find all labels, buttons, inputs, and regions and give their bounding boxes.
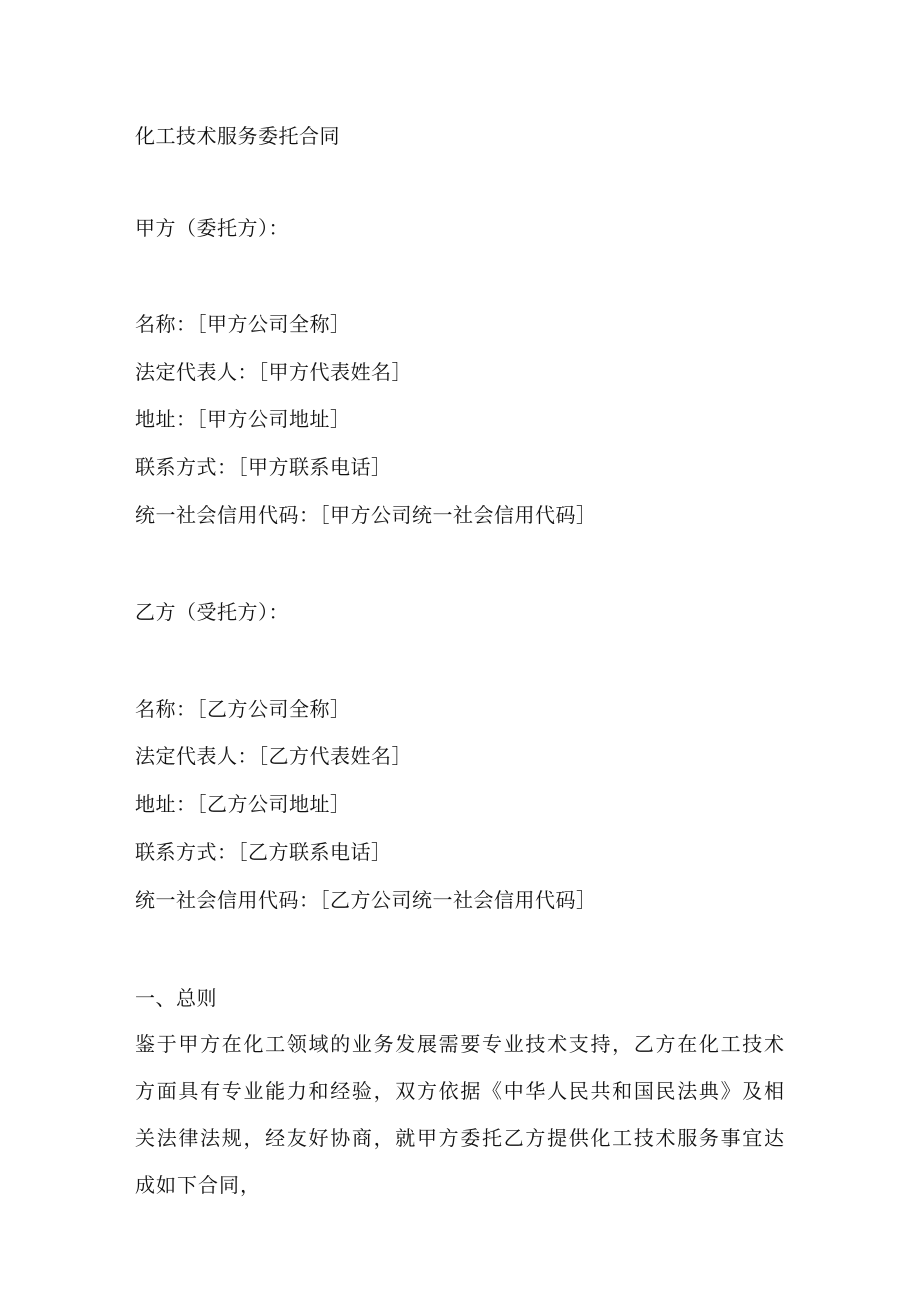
party-b-contact: 联系方式：［乙方联系电话］: [135, 840, 392, 864]
party-b-name: 名称：［乙方公司全称］: [135, 697, 351, 721]
party-b-credit-code: 统一社会信用代码：［乙方公司统一社会信用代码］: [135, 888, 597, 912]
party-a-legal-rep: 法定代表人：［甲方代表姓名］: [135, 360, 412, 384]
party-a-contact: 联系方式：［甲方联系电话］: [135, 455, 392, 479]
party-a-credit-code: 统一社会信用代码：［甲方公司统一社会信用代码］: [135, 503, 597, 527]
section-general-paragraph: 鉴于甲方在化工领域的业务发展需要专业技术支持，乙方在化工技术方面具有专业能力和经验，双方依据《中华人民共和国民法典》及相关法律法规，经友好协商，就甲方委托乙方提供化工技术服务事宜达成如下合同，: [135, 1032, 785, 1197]
section-heading-general: 一、总则: [135, 986, 217, 1010]
party-a-heading: 甲方（委托方）：: [135, 216, 289, 240]
party-b-address: 地址：［乙方公司地址］: [135, 792, 351, 816]
document-title: 化工技术服务委托合同: [135, 124, 340, 148]
party-b-legal-rep: 法定代表人：［乙方代表姓名］: [135, 744, 412, 768]
party-b-heading: 乙方（受托方）：: [135, 600, 289, 624]
party-a-name: 名称：［甲方公司全称］: [135, 312, 351, 336]
party-a-address: 地址：［甲方公司地址］: [135, 407, 351, 431]
